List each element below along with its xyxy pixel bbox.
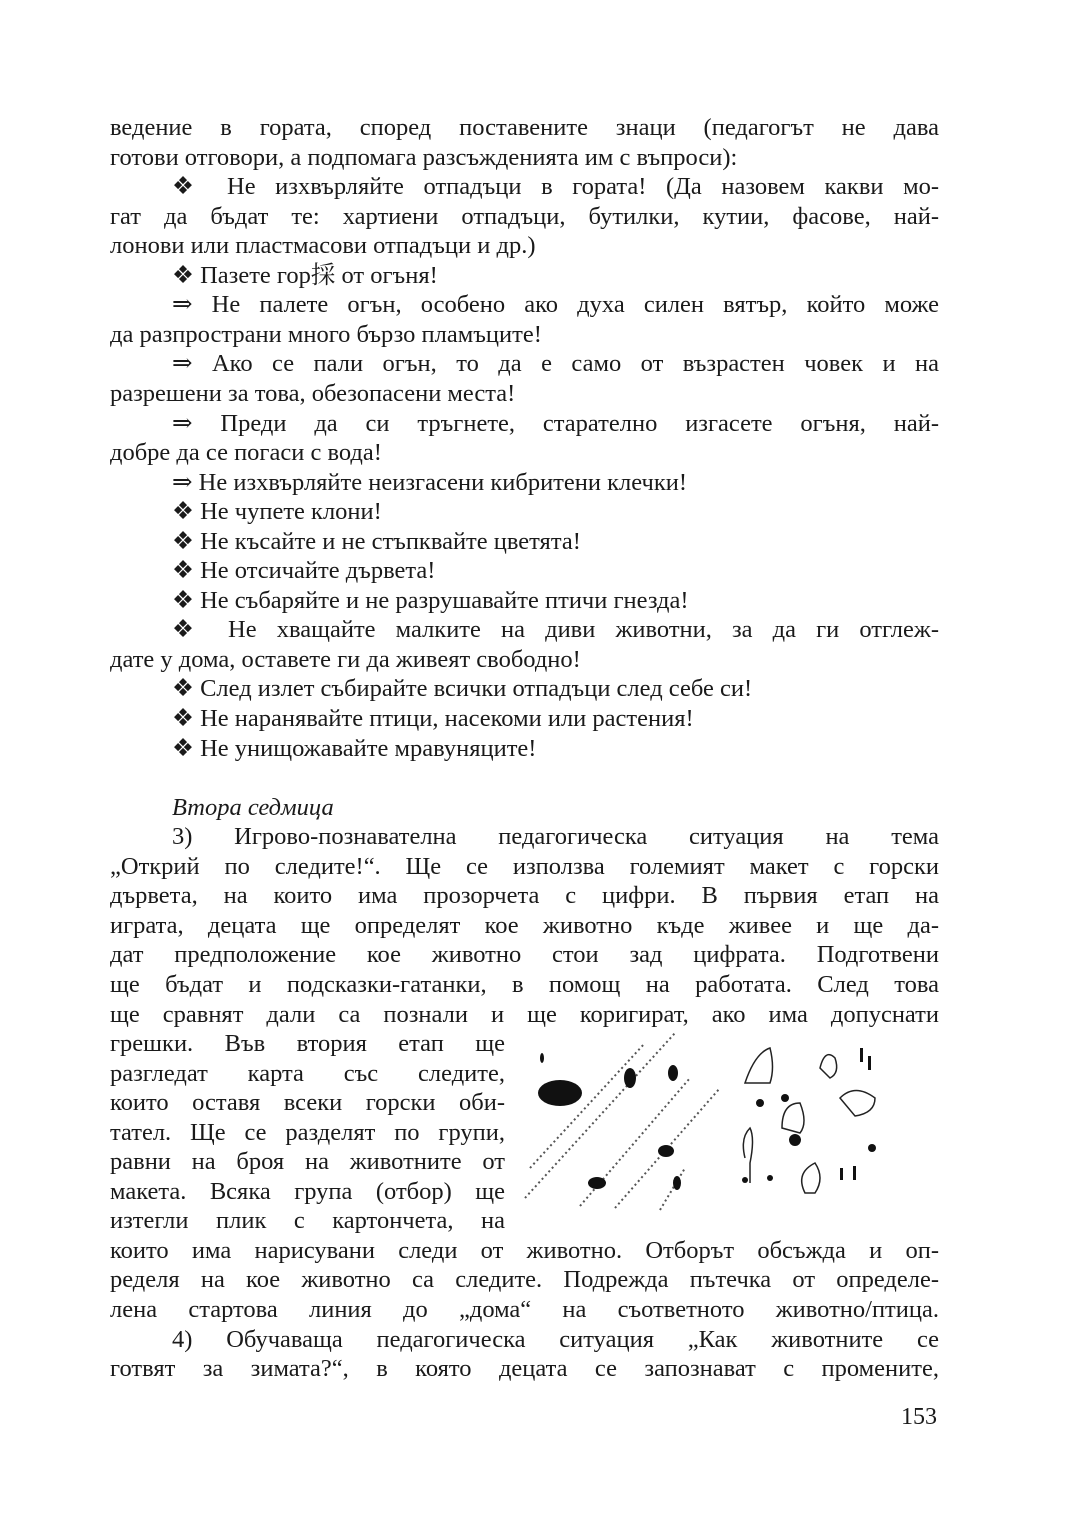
text-line: ❖ Не събаряйте и не разрушавайте птичи гнезда! — [172, 586, 689, 614]
text-line: ❖ Не отсичайте дървета! — [172, 557, 436, 585]
text-line: ❖ Не късайте и не стъпквайте цветята! — [172, 527, 581, 555]
text-line: готвят за зимата?“, в която децата се запознават с промените, — [110, 1355, 939, 1383]
text-line: които има нарисувани следи от животно. Отборът обсъжда и оп- — [110, 1236, 939, 1264]
text-line: ⇒ Не палете огън, особено ако духа силен вятър, който може — [172, 291, 939, 319]
text-line: равни на броя на животните от — [110, 1148, 505, 1176]
text-line: макета. Всяка група (отбор) ще — [110, 1177, 505, 1205]
text-line: разгледат карта със следите, — [110, 1059, 505, 1087]
text-line: ще бъдат и подсказки-гатанки, в помощ на работата. След това — [110, 970, 939, 998]
animal-silhouettes — [538, 1053, 681, 1190]
text-line: „Открий по следите!“. Ще се използва големият макет с горски — [110, 852, 939, 880]
text-line: лонови или пластмасови отпадъци и др.) — [110, 232, 536, 260]
text-line: изтегли плик с картончета, на — [110, 1207, 505, 1235]
text-line: ведение в гората, според поставените знаци (педагогът не дава — [110, 114, 939, 141]
text-line: дате у дома, оставете ги да живеят свободно! — [110, 645, 581, 673]
text-line: гат да бъдат те: хартиени отпадъци, бутилки, кутии, фасове, най- — [110, 202, 939, 230]
text-line: грешки. Във втория етап ще — [110, 1030, 505, 1058]
text-line: ⇒ Преди да си тръгнете, старателно изгасете огъня, най- — [172, 409, 939, 437]
animal-tracks-illustration — [520, 1028, 920, 1213]
text-line: ❖ Не хващайте малките на диви животни, за да ги отглеж- — [172, 616, 939, 644]
text-line: разрешени за това, обезопасени места! — [110, 379, 516, 407]
text-line: ❖ След излет събирайте всички отпадъци след себе си! — [172, 675, 753, 703]
text-line: ❖ Пазете гор採 от огъня! — [172, 261, 438, 289]
text-line: ⇒ Ако се пали огън, то да е само от възрастен човек и на — [172, 350, 939, 378]
text-line: лена стартова линия до „дома“ на съответното животно/птица. — [110, 1296, 939, 1323]
section-heading: Втора седмица — [172, 793, 334, 821]
text-line: дат предположение кое животно стои зад цифрата. Подготвени — [110, 941, 939, 969]
text-line: тател. Ще се разделят по групи, — [110, 1118, 505, 1146]
text-line: ❖ Не изхвърляйте отпадъци в гората! (Да назовем какви мо- — [172, 173, 939, 201]
text-line: да разпространи много бързо пламъците! — [110, 320, 542, 348]
text-line: 4) Обучаваща педагогическа ситуация „Как животните се — [172, 1325, 939, 1353]
page-number: 153 — [901, 1404, 937, 1430]
text-line: ⇒ Не изхвърляйте неизгасени кибритени клечки! — [172, 468, 688, 496]
animal-track-trails — [525, 1033, 720, 1210]
text-line: които оставя всеки горски оби- — [110, 1089, 505, 1117]
text-line: играта, децата ще определят кое животно къде живее и ще да- — [110, 911, 939, 939]
text-line: ❖ Не чупете клони! — [172, 498, 382, 526]
text-line: дървета, на които има прозорчета с цифри. В първия етап на — [110, 882, 939, 910]
text-line: готови отговори, а подпомага разсъжденията им с въпроси): — [110, 143, 738, 171]
text-line: 3) Игрово-познавателна педагогическа ситуация на тема — [172, 823, 939, 851]
text-line: ❖ Не наранявайте птици, насекоми или растения! — [172, 705, 694, 732]
text-line: добре да се погаси с вода! — [110, 439, 382, 467]
text-line: ще сравнят дали са познали и ще коригират, ако има допуснати — [110, 1000, 939, 1028]
text-line: ❖ Не унищожавайте мравуняците! — [172, 734, 537, 762]
text-line: ределя на кое животно са следите. Подрежда пътечка от определе- — [110, 1266, 939, 1294]
